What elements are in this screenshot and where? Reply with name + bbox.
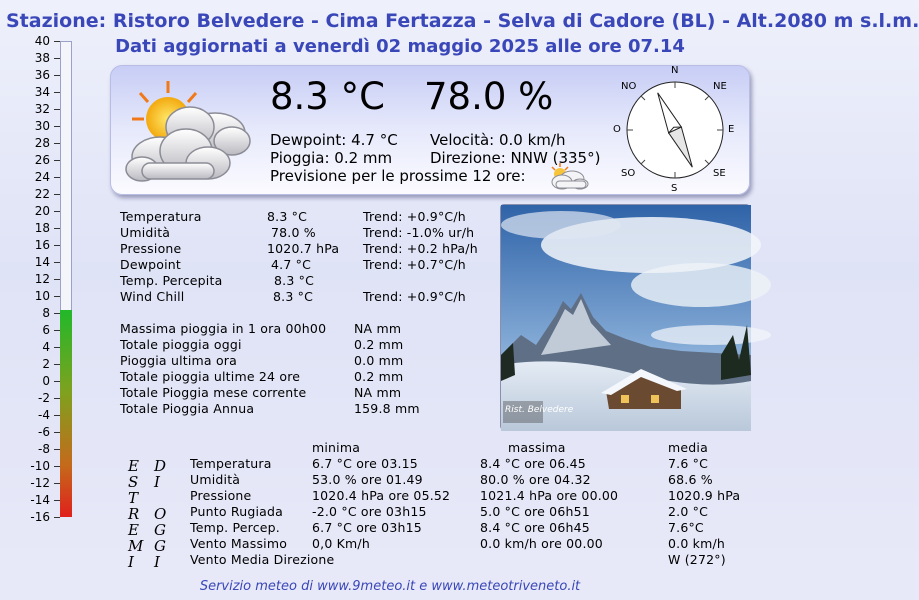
stat-row: Temp. Percepita 8.3 °C <box>120 273 315 288</box>
thermometer-tick <box>54 160 60 161</box>
thermometer-tick <box>54 92 60 93</box>
extremes-row: Temp. Percep. 6.7 °C ore 03h15 8.4 °C ore 06h45 7.6°C <box>190 520 704 535</box>
thermometer-tick <box>54 75 60 76</box>
thermometer-tick-label: 8 <box>42 306 50 320</box>
thermometer-tick-label: 18 <box>34 221 50 235</box>
footer-credits[interactable]: Servizio meteo di www.9meteo.it e www.meteotriveneto.it <box>199 579 581 594</box>
compass-so-label: SO <box>621 168 636 179</box>
thermometer-tick <box>54 228 60 229</box>
rain-row: Pioggia ultima ora 0.0 mm <box>120 353 404 368</box>
thermometer-tick-label: 12 <box>34 272 50 286</box>
update-time: Dati aggiornati a venerdì 02 maggio 2025 alle ore 07.14 <box>115 36 685 57</box>
thermometer-tick-label: 6 <box>42 323 50 337</box>
compass-n-label: N <box>671 65 679 76</box>
stat-row: Dewpoint 4.7 °C Trend: +0.7°C/h <box>120 257 466 272</box>
stat-row: Wind Chill 8.3 °C Trend: +0.9°C/h <box>120 289 466 304</box>
thermometer-tick <box>54 126 60 127</box>
stat-row: Pressione 1020.7 hPa Trend: +0.2 hPa/h <box>120 241 478 256</box>
rain-row: Totale Pioggia mese corrente NA mm <box>120 385 402 400</box>
thermometer-tick-label: 16 <box>34 238 50 252</box>
thermometer-tick-label: -16 <box>30 510 50 524</box>
header-min: minima <box>312 440 361 455</box>
compass-no-label: NO <box>621 81 637 92</box>
extremes-table <box>190 456 750 568</box>
rain-stats <box>120 321 500 417</box>
thermometer-tick <box>54 296 60 297</box>
thermometer-tick-label: -2 <box>38 391 50 405</box>
wind-direction-value: Direzione: NNW (335°) <box>430 149 601 167</box>
thermometer-tick-label: -4 <box>38 408 50 422</box>
thermometer-tick-label: 38 <box>34 51 50 65</box>
thermometer-tick-label: 4 <box>42 340 50 354</box>
webcam-image[interactable] <box>500 204 750 430</box>
thermometer-tick-label: 0 <box>42 374 50 388</box>
thermometer-tick <box>54 58 60 59</box>
thermometer-tick-label: 10 <box>34 289 50 303</box>
current-humidity: 78.0 % <box>424 75 554 118</box>
forecast-label: Previsione per le prossime 12 ore: <box>270 167 526 185</box>
thermometer-tick-label: 20 <box>34 204 50 218</box>
extremes-row: Vento Massimo 0,0 Km/h 0.0 km/h ore 00.00 0.0 km/h <box>190 536 726 551</box>
thermometer-tick <box>54 279 60 280</box>
thermometer-scale <box>0 36 80 526</box>
rain-value: Pioggia: 0.2 mm <box>270 149 393 167</box>
vertical-di-oggi: D I O G G I <box>154 457 167 571</box>
small-partly-cloudy-icon <box>548 161 590 191</box>
thermometer-tick-label: -10 <box>30 459 50 473</box>
compass-o-label: O <box>613 124 621 135</box>
thermometer-tick-label: 22 <box>34 187 50 201</box>
rain-row: Totale pioggia oggi 0.2 mm <box>120 337 404 352</box>
header-avg: media <box>668 440 708 455</box>
wind-compass <box>610 65 740 195</box>
extremes-row: Umidità 53.0 % ore 01.49 80.0 % ore 04.32 68.6 % <box>190 472 713 487</box>
thermometer-tick-label: 40 <box>34 34 50 48</box>
compass-se-label: SE <box>713 168 726 179</box>
extremes-row: Punto Rugiada -2.0 °C ore 03h15 5.0 °C ore 06h51 2.0 °C <box>190 504 709 519</box>
thermometer-tick-label: -6 <box>38 425 50 439</box>
extremes-row: Vento Media Direzione W (272°) <box>190 552 726 567</box>
thermometer-tick-label: -12 <box>30 476 50 490</box>
thermometer-tick <box>54 517 60 518</box>
thermometer-tick <box>54 194 60 195</box>
stat-row: Temperatura 8.3 °C Trend: +0.9°C/h <box>120 209 466 224</box>
station-title: Stazione: Ristoro Belvedere - Cima Fertazza - Selva di Cadore (BL) - Alt.2080 m s.l.m. <box>6 10 919 32</box>
thermometer-tick-label: 2 <box>42 357 50 371</box>
thermometer-tick <box>54 262 60 263</box>
thermometer-tick-label: -8 <box>38 442 50 456</box>
extremes-row: Temperatura 6.7 °C ore 03.15 8.4 °C ore 06.45 7.6 °C <box>190 456 709 471</box>
compass-ne-label: NE <box>713 81 727 92</box>
rain-row: Totale Pioggia Annua 159.8 mm <box>120 401 420 416</box>
thermometer-tick <box>54 211 60 212</box>
thermometer-tick <box>54 109 60 110</box>
thermometer-tick <box>54 177 60 178</box>
thermometer-tick-label: -14 <box>30 493 50 507</box>
thermometer-tick <box>54 143 60 144</box>
thermometer-tick <box>54 245 60 246</box>
rain-row: Totale pioggia ultime 24 ore 0.2 mm <box>120 369 404 384</box>
extremes-row: Pressione 1020.4 hPa ore 05.52 1021.4 hPa ore 00.00 1020.9 hPa <box>190 488 741 503</box>
thermometer-tick <box>54 41 60 42</box>
thermometer-tick-label: 32 <box>34 102 50 116</box>
thermometer-fill <box>60 310 72 517</box>
thermometer-tick-label: 34 <box>34 85 50 99</box>
thermometer-tick-label: 24 <box>34 170 50 184</box>
sun-behind-clouds-icon <box>120 75 260 187</box>
vertical-estremi: E S T R E M I <box>128 457 144 571</box>
current-stats <box>120 209 500 305</box>
compass-s-label: S <box>671 183 678 194</box>
current-temperature: 8.3 °C <box>270 75 385 118</box>
thermometer-tick-label: 36 <box>34 68 50 82</box>
thermometer-tick-label: 26 <box>34 153 50 167</box>
wind-speed-value: Velocità: 0.0 km/h <box>430 131 566 149</box>
stat-row: Umidità 78.0 % Trend: -1.0% ur/h <box>120 225 475 240</box>
header-max: massima <box>508 440 566 455</box>
thermometer-tick-label: 30 <box>34 119 50 133</box>
webcam-caption: Rist. Belvedere <box>505 405 574 415</box>
rain-row: Massima pioggia in 1 ora 00h00 NA mm <box>120 321 402 336</box>
dewpoint-value: Dewpoint: 4.7 °C <box>270 131 398 149</box>
thermometer-tick-label: 28 <box>34 136 50 150</box>
thermometer-tick-label: 14 <box>34 255 50 269</box>
compass-e-label: E <box>728 124 735 135</box>
